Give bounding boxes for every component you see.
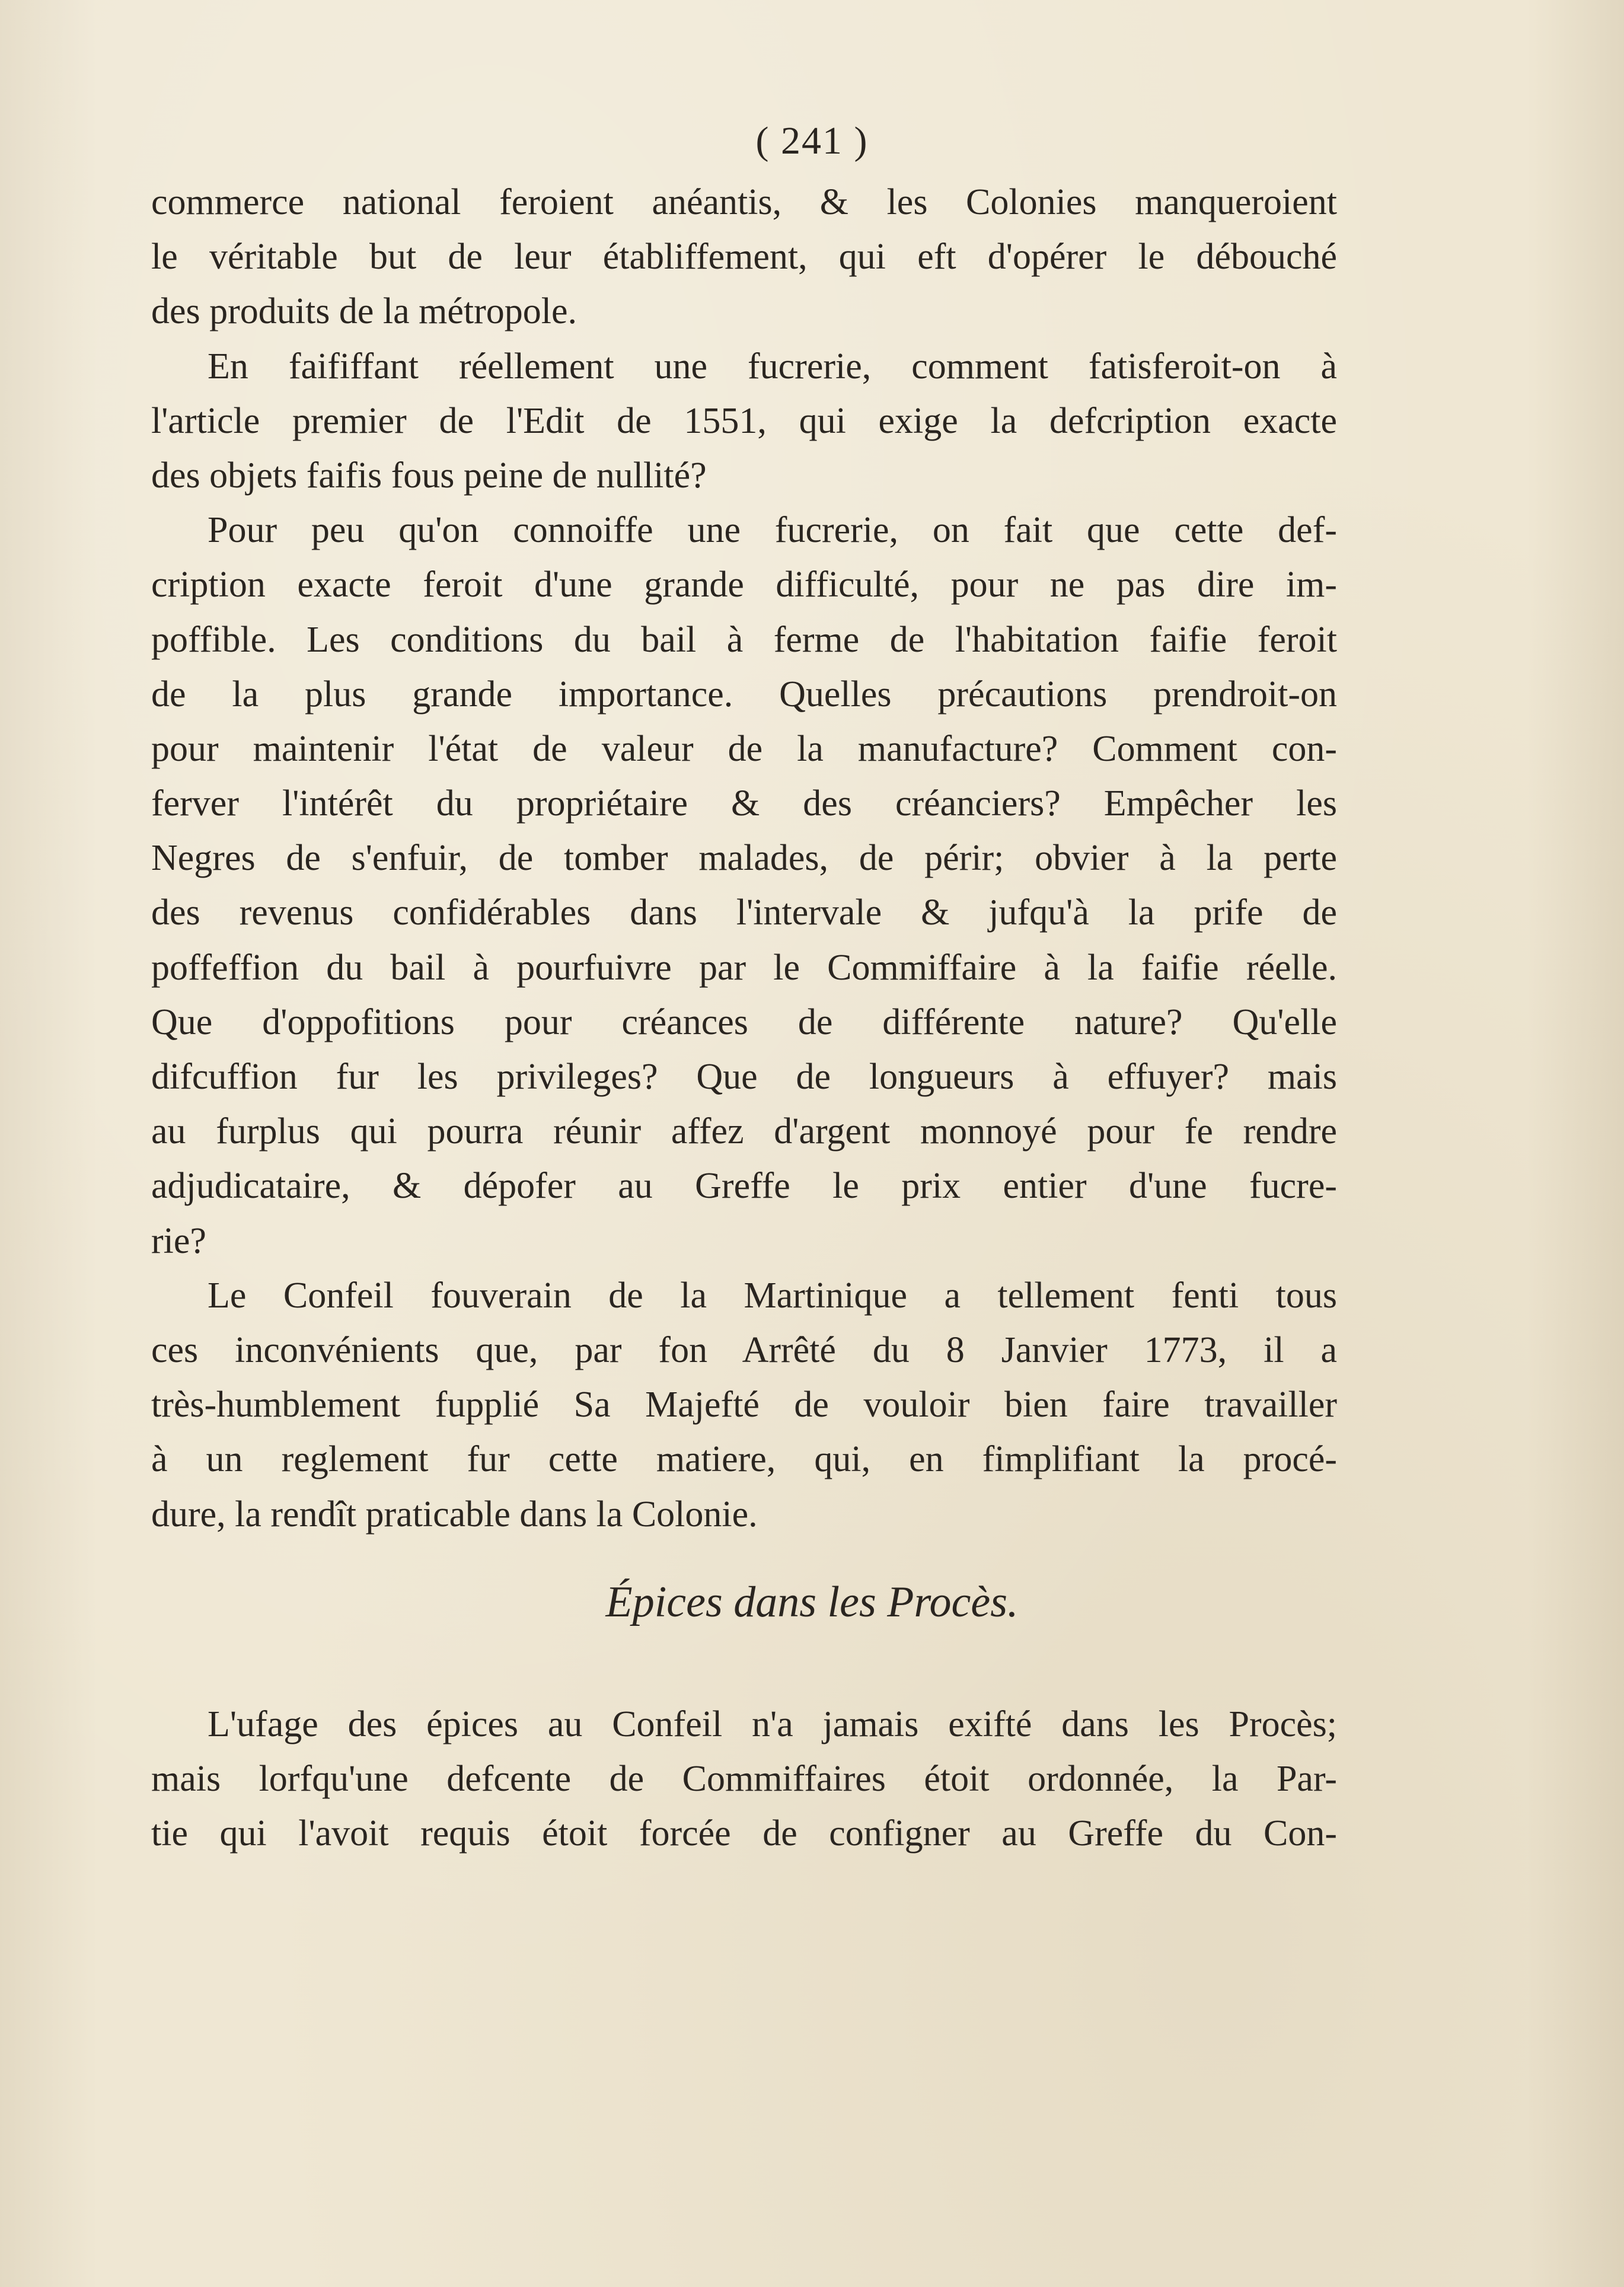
text-line: rie? xyxy=(151,1220,206,1261)
page-number: ( 241 ) xyxy=(755,119,869,162)
text-line: des produits de la métropole. xyxy=(151,291,577,332)
main-text xyxy=(151,175,1337,1542)
text-line: Pour peu qu'on connoiffe une fucrerie, on fait que cette def- xyxy=(208,510,1337,551)
text-line: pour maintenir l'état de valeur de la manufacture? Comment con- xyxy=(151,728,1337,769)
text-line: difcuffion fur les privileges? Que de longueurs à effuyer? mais xyxy=(151,1057,1337,1097)
text-line: cription exacte feroit d'une grande difficulté, pour ne pas dire im- xyxy=(151,564,1337,605)
text-line: En faififfant réellement une fucrerie, comment fatisferoit-on à xyxy=(208,346,1337,387)
section-text xyxy=(151,1697,1337,1861)
text-line: L'ufage des épices au Confeil n'a jamais exifté dans les Procès; xyxy=(208,1704,1337,1744)
text-line: adjudicataire, & dépofer au Greffe le prix entier d'une fucre- xyxy=(151,1166,1337,1207)
text-line: Le Confeil fouverain de la Martinique a tellement fenti tous xyxy=(208,1275,1337,1316)
text-line: Negres de s'enfuir, de tomber malades, de périr; obvier à la perte xyxy=(151,838,1337,879)
text-line: des objets faifis fous peine de nullité? xyxy=(151,455,707,496)
text-line: le véritable but de leur établiffement, qui eft d'opérer le débouché xyxy=(151,237,1337,277)
text-line: poffible. Les conditions du bail à ferme de l'habitation faifie feroit xyxy=(151,619,1337,660)
text-line: dure, la rendît praticable dans la Colonie. xyxy=(151,1494,758,1535)
text-line: de la plus grande importance. Quelles précautions prendroit-on xyxy=(151,674,1337,715)
text-line: l'article premier de l'Edit de 1551, qui exige la defcription exacte xyxy=(151,400,1337,441)
text-line: des revenus confidérables dans l'intervale & jufqu'à la prife de xyxy=(151,892,1337,933)
section-heading: Épices dans les Procès. xyxy=(605,1578,1019,1626)
text-line: commerce national feroient anéantis, & les Colonies manqueroient xyxy=(151,182,1337,222)
text-line: mais lorfqu'une defcente de Commiffaires étoit ordonnée, la Par- xyxy=(151,1759,1337,1800)
text-line: au furplus qui pourra réunir affez d'argent monnoyé pour fe rendre xyxy=(151,1111,1337,1152)
text-line: ces inconvénients que, par fon Arrêté du 8 Janvier 1773, il a xyxy=(151,1329,1337,1370)
text-line: poffeffion du bail à pourfuivre par le Commiffaire à la faifie réelle. xyxy=(151,947,1337,988)
text-line: à un reglement fur cette matiere, qui, en fimplifiant la procé- xyxy=(151,1439,1337,1480)
text-line: ferver l'intérêt du propriétaire & des créanciers? Empêcher les xyxy=(151,783,1337,824)
text-line: tie qui l'avoit requis étoit forcée de configner au Greffe du Con- xyxy=(151,1813,1337,1854)
text-line: très-humblement fupplié Sa Majefté de vouloir bien faire travailler xyxy=(151,1385,1337,1425)
text-line: Que d'oppofitions pour créances de différente nature? Qu'elle xyxy=(151,1001,1337,1042)
